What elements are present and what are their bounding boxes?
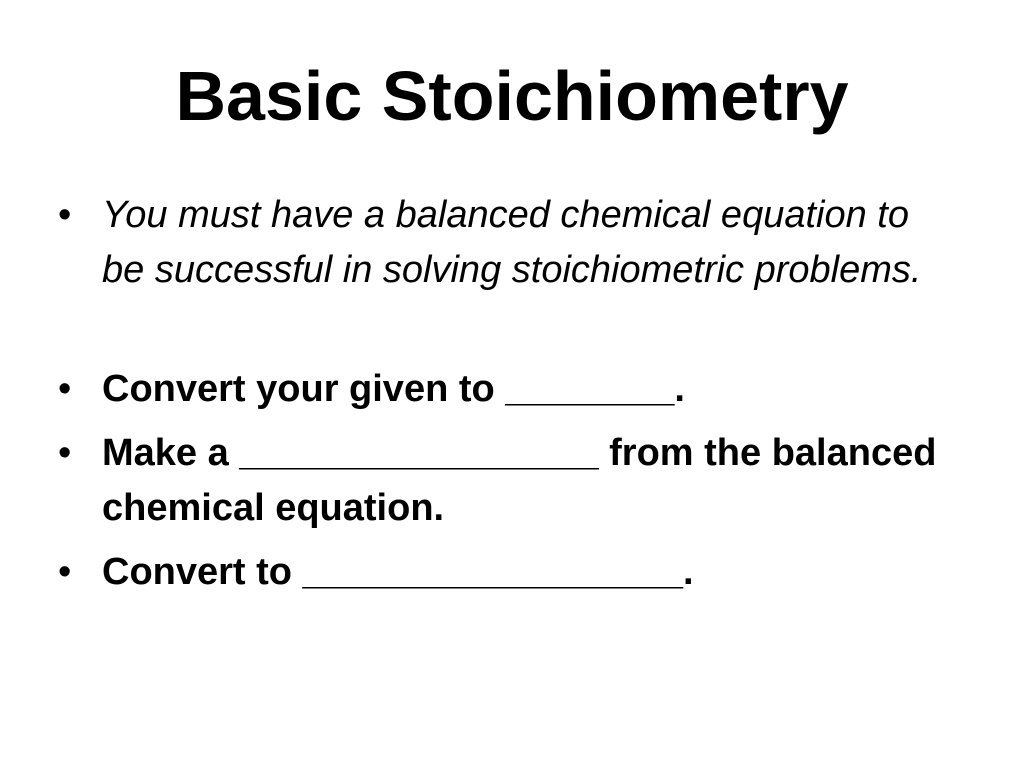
bullet-text: Convert your given to ________. [102,368,685,410]
bullet-marker: • [58,432,72,474]
bullet-item [58,545,938,600]
slide-title: Basic Stoichiometry [175,57,849,135]
bullet-list [58,188,938,600]
bullet-marker: • [58,368,72,410]
bullet-marker: • [58,194,72,236]
bullet-text: Convert to __________________. [102,551,694,593]
bullet-marker: • [58,551,72,593]
bullet-text: You must have a balanced chemical equation to be successful in solving stoichiometric problems. [102,194,922,291]
bullet-text: Make a _________________ from the balanced chemical equation. [102,432,937,529]
bullet-item [58,188,938,298]
bullet-item [58,426,938,536]
bullet-item [58,362,938,417]
